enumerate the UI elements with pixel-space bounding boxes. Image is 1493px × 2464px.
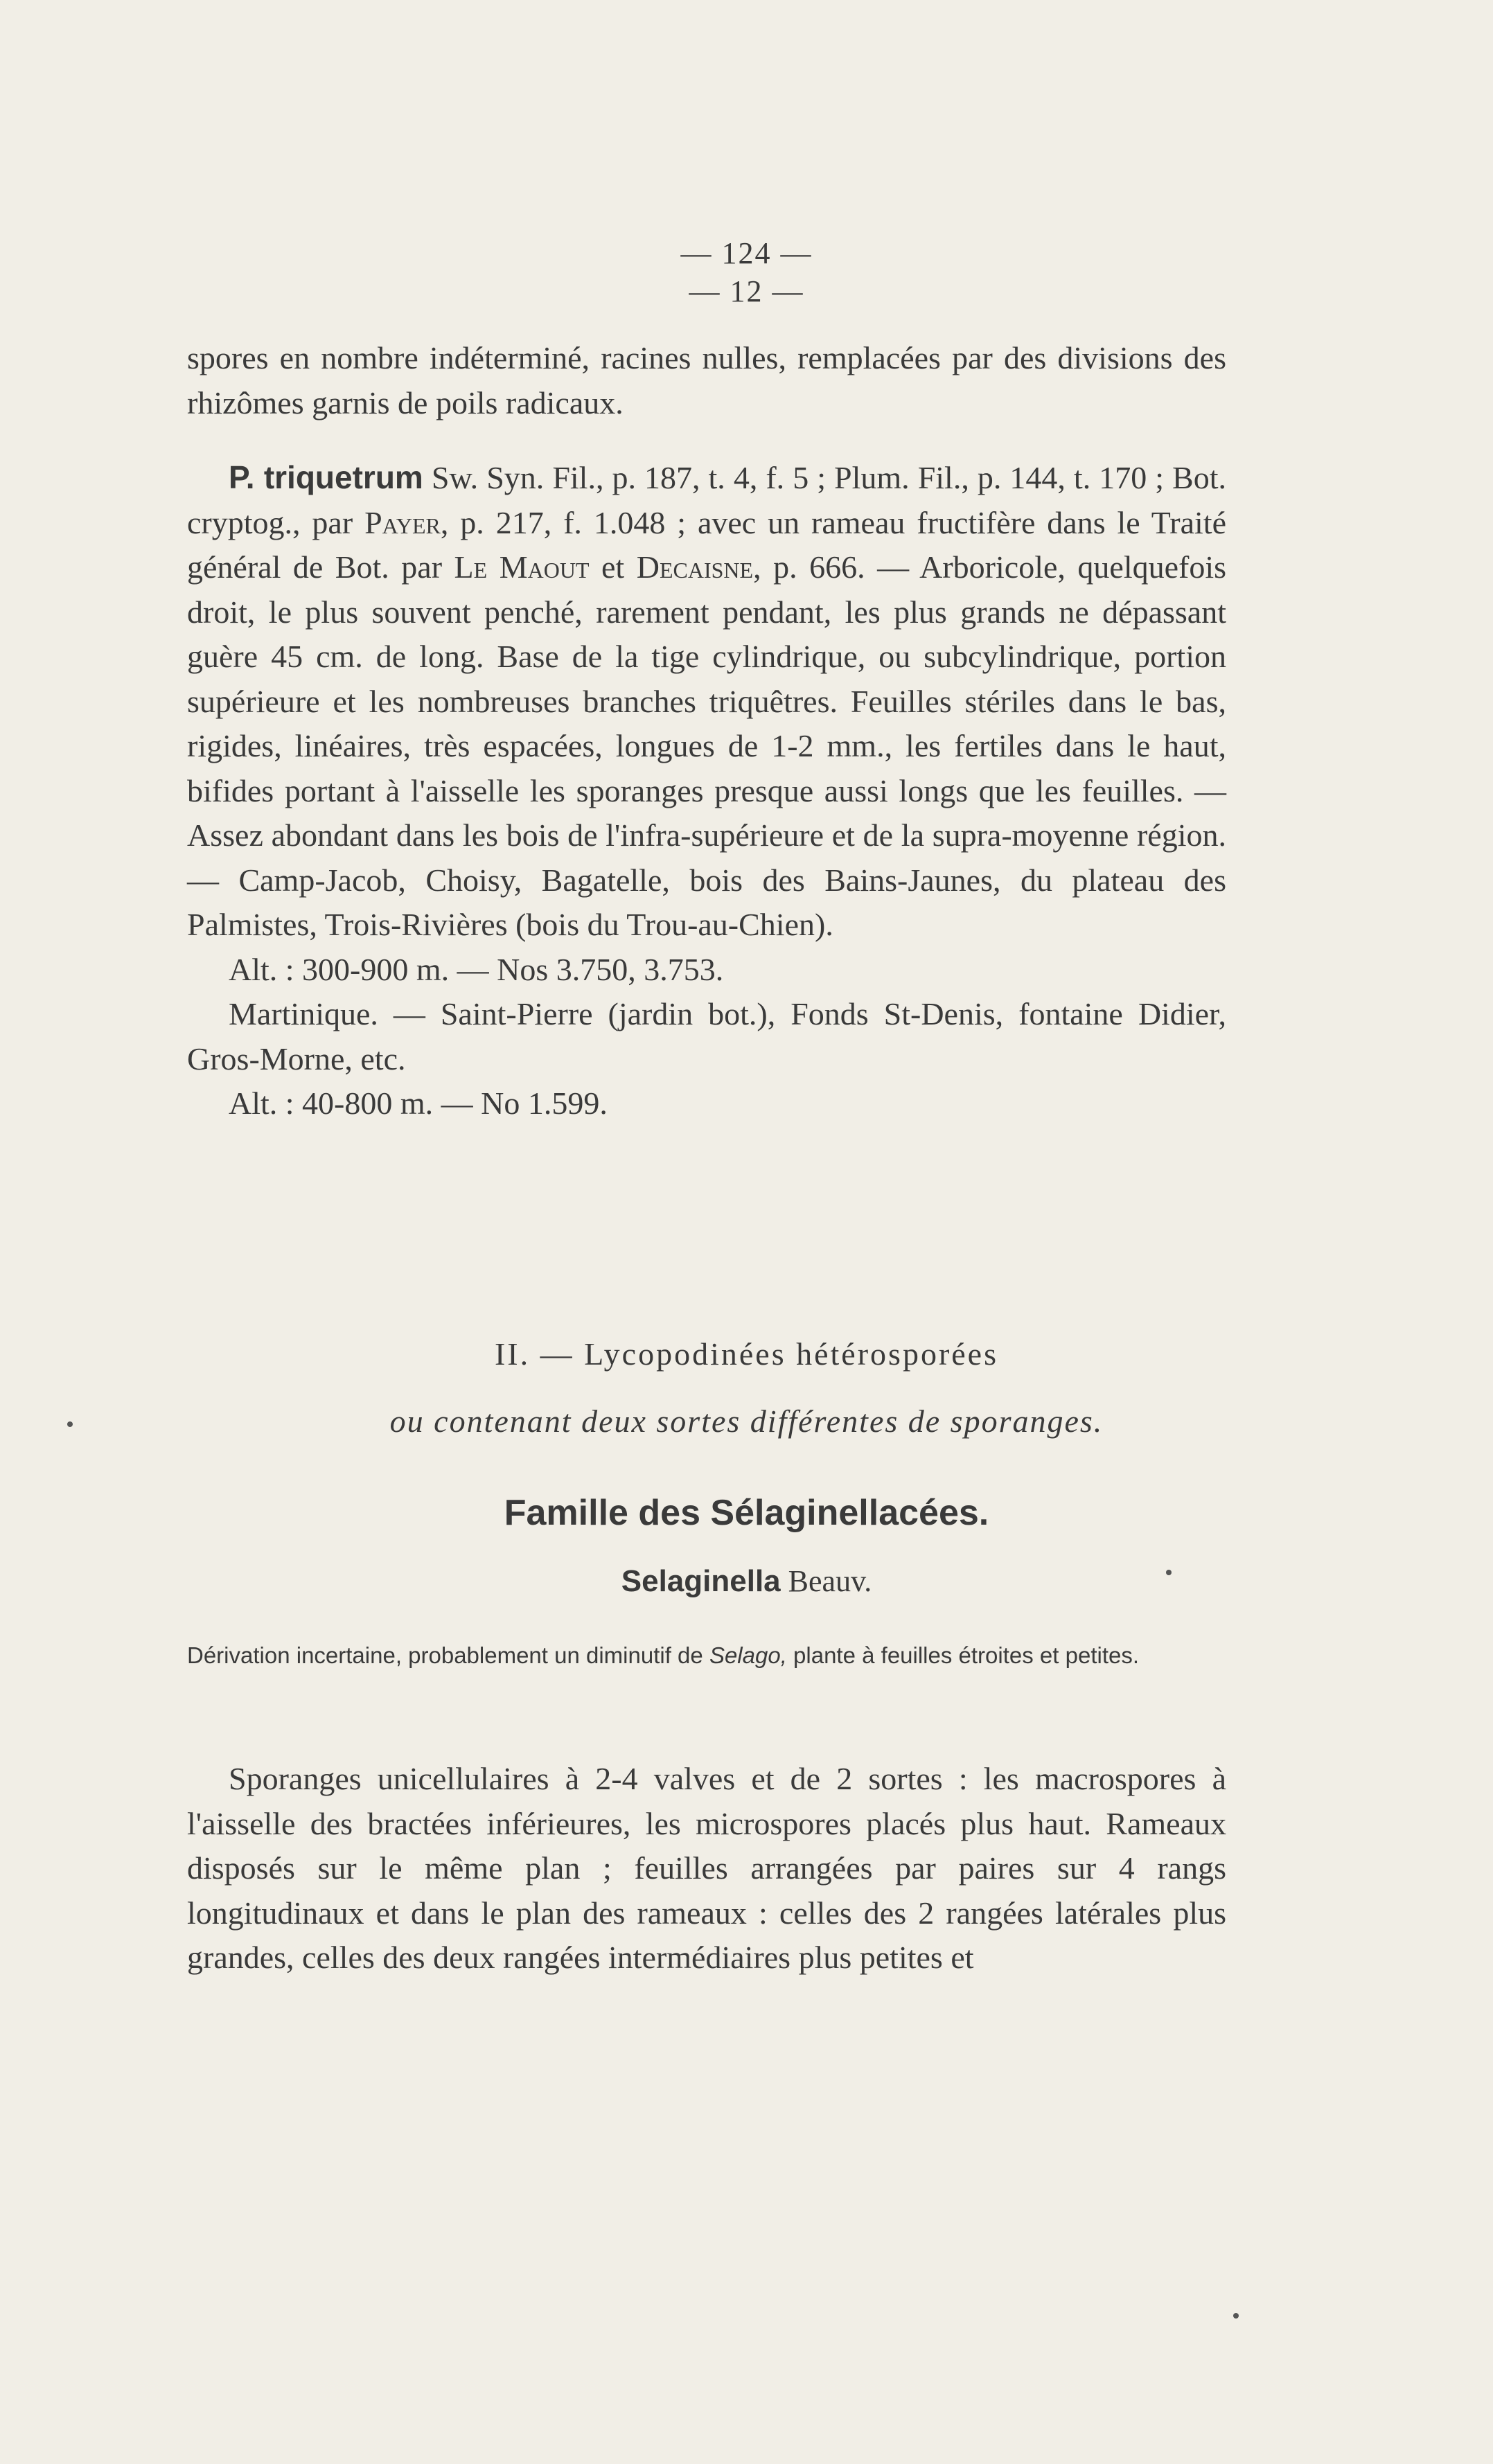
family-title: Famille des Sélaginellacées. bbox=[504, 1493, 989, 1533]
author-decaisne: Decaisne bbox=[636, 549, 754, 585]
genus-name: Selaginella bbox=[621, 1564, 781, 1598]
author-payer: Payer bbox=[364, 504, 441, 540]
paper-speck bbox=[67, 1421, 73, 1427]
author-le-maout: Le Maout bbox=[454, 549, 590, 585]
page-number-bottom: — 12 — bbox=[689, 274, 804, 308]
genus-author: Beauv. bbox=[780, 1564, 872, 1598]
martinique-localities: Martinique. — Saint-Pierre (jardin bot.), Fonds St-Denis, fontaine Didier, Gros-Morne, etc. bbox=[187, 996, 1226, 1076]
altitude-martinique: Alt. : 40-800 m. — No 1.599. bbox=[229, 1085, 608, 1121]
paper-speck bbox=[1166, 1570, 1172, 1575]
genus-description: Sporanges unicellulaires à 2-4 valves et de 2 sortes : les macrospores à l'aisselle des bractées inférieures, les microspores placés plus haut. Rameaux disposés sur le même plan ; feuilles arrangées par paires sur 4 rangs longitudinaux et dans le plan des rameaux : celles des 2 rangées latérales plus grandes, celles des deux rangées intermédiaires plus petites et bbox=[187, 1761, 1226, 1975]
genus-heading bbox=[0, 1562, 1493, 1601]
derivation-note: Dérivation incertaine, probablement un diminutif de Selago, plante à feuilles étroites et petites. bbox=[187, 1642, 1140, 1668]
altitude-guadeloupe: Alt. : 300-900 m. — Nos 3.750, 3.753. bbox=[229, 951, 724, 987]
intro-paragraph: spores en nombre indéterminé, racines nulles, remplacées par des divisions des rhizômes garnis de poils radicaux. bbox=[187, 340, 1226, 420]
paper-speck bbox=[1233, 2313, 1239, 2319]
section-subtitle: ou contenant deux sortes différentes de sporanges. bbox=[389, 1403, 1104, 1439]
section-title: II. — Lycopodinées hétérosporées bbox=[494, 1336, 999, 1372]
species-name: P. triquetrum bbox=[229, 459, 423, 495]
page-number-top: — 124 — bbox=[680, 236, 813, 270]
species-description: P. triquetrum Sw. Syn. Fil., p. 187, t. 4, f. 5 ; Plum. Fil., p. 144, t. 170 ; Bot. cryptog., par Payer, p. 217, f. 1.048 ; avec un rameau fructifère dans le Traité général de Bot. par Le Maout et Decaisne, p. 666. — Arboricole, quelquefois droit, le plus souvent penché, rarement pendant, les plus grands ne dépassant guère 45 cm. de long. Base de la tige cylindrique, ou subcylindrique, portion supérieure et les nombreuses branches triquêtres. Feuilles stériles dans le bas, rigides, linéaires, très espacées, longues de 1-2 mm., les fertiles dans le haut, bifides portant à l'aisselle les sporanges presque aussi longs que les feuilles. — Assez abondant dans les bois de l'infra-supérieure et de la supra-moyenne région. — Camp-Jacob, Choisy, Bagatelle, bois des Bains-Jaunes, du plateau des Palmistes, Trois-Rivières (bois du Trou-au-Chien). bbox=[187, 459, 1227, 942]
species-entry bbox=[187, 455, 1226, 1126]
